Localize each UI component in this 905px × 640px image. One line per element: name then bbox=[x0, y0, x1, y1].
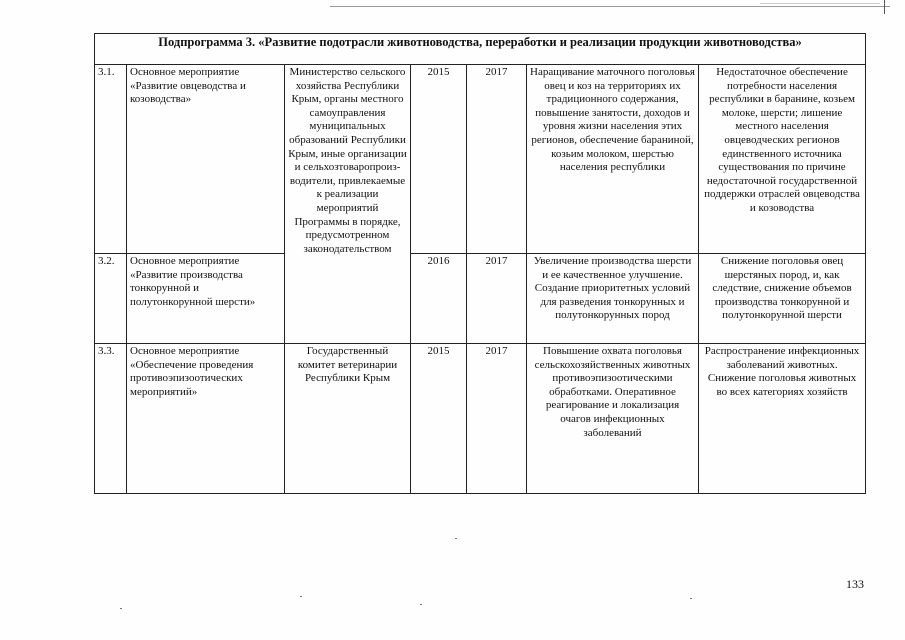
executor: Министерство сельского хозяйства Республики Крым, органы местного самоуправления муниципальных образований Республики Крым, иные организации и сельхозтоваропроиз-водители, привлекаемые к реализации мероприятий Программы в порядке, предусмотренном законодательством bbox=[285, 65, 411, 344]
row-number: 3.1. bbox=[95, 65, 127, 254]
subprogram-title: Подпрограмма 3. «Развитие подотрасли животноводства, переработки и реализации продукции животноводства» bbox=[95, 34, 866, 65]
page-number: 133 bbox=[846, 577, 864, 591]
scan-speck bbox=[420, 604, 422, 605]
end-year: 2017 bbox=[467, 344, 527, 494]
consequences: Распространение инфекционных заболеваний животных. Снижение поголовья животных во всех категориях хозяйств bbox=[699, 344, 866, 494]
measure-name: Основное мероприятие «Развитие овцеводства и козоводства» bbox=[127, 65, 285, 254]
end-year: 2017 bbox=[467, 65, 527, 254]
row-number: 3.3. bbox=[95, 344, 127, 494]
scan-speck bbox=[120, 608, 122, 609]
start-year: 2016 bbox=[411, 254, 467, 344]
table-row bbox=[95, 344, 866, 494]
consequences: Снижение поголовья овец шерстяных пород, и, как следствие, снижение объемов производства тонкорунной и полутонкорунной шерсти bbox=[699, 254, 866, 344]
start-year: 2015 bbox=[411, 65, 467, 254]
end-year: 2017 bbox=[467, 254, 527, 344]
scan-top-line-2 bbox=[760, 3, 880, 4]
consequences: Недостаточное обеспечение потребности населения республики в баранине, козьем молоке, шерсти; лишение местного населения овцеводческих регионов единственного источника существования по причине недостаточной государственной поддержки отраслей овцеводства и козоводства bbox=[699, 65, 866, 254]
subprogram-header-row bbox=[95, 34, 866, 65]
table-row bbox=[95, 254, 866, 344]
start-year: 2015 bbox=[411, 344, 467, 494]
measure-name: Основное мероприятие «Обеспечение проведения противоэпизоотических мероприятий» bbox=[127, 344, 285, 494]
expected-result: Наращивание маточного поголовья овец и коз на территориях их традиционного содержания, повышение занятости, доходов и уровня жизни населения этих регионов, обеспечение бараниной, козьим молоком, шерстью населения республики bbox=[527, 65, 699, 254]
measure-name: Основное мероприятие «Развитие производства тонкорунной и полутонкорунной шерсти» bbox=[127, 254, 285, 344]
scan-speck bbox=[300, 596, 302, 597]
scan-speck bbox=[455, 538, 457, 539]
row-number: 3.2. bbox=[95, 254, 127, 344]
executor: Государственный комитет ветеринарии Республики Крым bbox=[285, 344, 411, 494]
subprogram-table bbox=[94, 33, 866, 494]
scan-speck bbox=[690, 598, 692, 599]
scan-edge-mark bbox=[884, 0, 885, 14]
expected-result: Увеличение производства шерсти и ее качественное улучшение. Создание приоритетных условий для разведения тонкорунных и полутонкорунных пород bbox=[527, 254, 699, 344]
table-row bbox=[95, 65, 866, 254]
expected-result: Повышение охвата поголовья сельскохозяйственных животных противоэпизоотическими обработками. Оперативное реагирование и локализация очагов инфекционных заболеваний bbox=[527, 344, 699, 494]
scan-top-line bbox=[330, 6, 890, 7]
